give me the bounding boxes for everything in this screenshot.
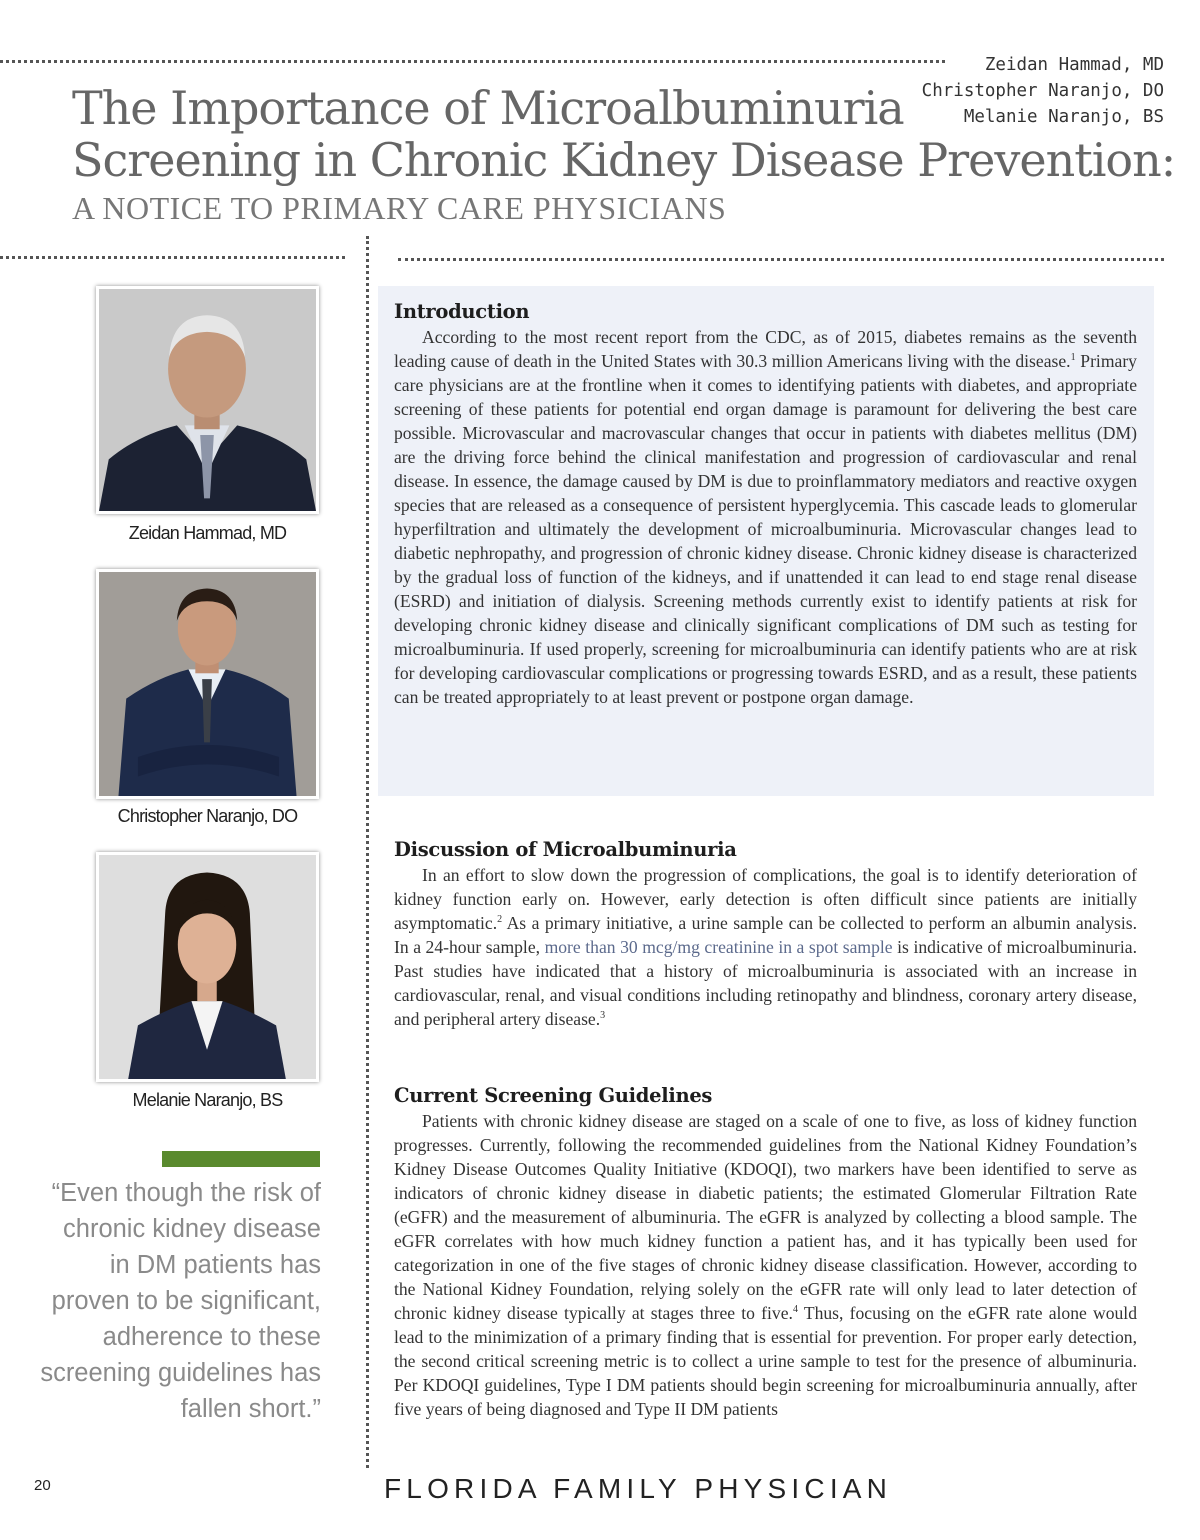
photo-caption: Zeidan Hammad, MD <box>128 523 287 543</box>
footnote-ref[interactable]: 1 <box>1070 352 1076 364</box>
author-photo-hammad <box>96 286 319 514</box>
section-body <box>394 1109 1137 1421</box>
page-number: 20 <box>34 1477 51 1494</box>
author-photo-c-naranjo <box>96 569 319 799</box>
body-text: According to the most recent report from the CDC, as of 2015, diabetes remains as the seventh leading cause of death in the United States with 30.3 million Americans living with the disease. <box>394 327 1137 371</box>
author-photo-icon <box>99 572 316 796</box>
footnote-ref[interactable]: 4 <box>792 1304 798 1316</box>
section-heading: Introduction <box>394 300 530 323</box>
section-heading: Current Screening Guidelines <box>394 1084 713 1107</box>
body-text: is indicative of microalbuminuria. Past studies have indicated that a history of microalbuminuria is associated with an increase in cardiovascular, renal, and visual conditions including retinopathy and blindness, coronary artery disease, and peripheral artery disease. <box>394 937 1137 1029</box>
photo-caption: Christopher Naranjo, DO <box>117 806 298 826</box>
body-text: As a primary initiative, a urine sample can be collected to perform an albumin analysis. In a 24-hour sample, <box>394 913 1137 957</box>
quote-accent-bar <box>162 1151 320 1167</box>
section-heading: Discussion of Microalbuminuria <box>394 838 737 861</box>
discussion-section <box>394 838 1137 1031</box>
article-subtitle: A NOTICE TO PRIMARY CARE PHYSICIANS <box>72 190 727 226</box>
author-photo-m-naranjo <box>96 852 319 1082</box>
right-dotted-rule <box>398 258 1164 261</box>
author-name: Melanie Naranjo, BS <box>963 107 1164 127</box>
photo-caption: Melanie Naranjo, BS <box>132 1090 283 1110</box>
column-divider <box>366 236 369 1468</box>
article-title <box>72 82 1182 186</box>
footnote-ref[interactable]: 3 <box>600 1010 606 1022</box>
body-text: In an effort to slow down the progression of complications, the goal is to identify deterioration of kidney function early on. However, early detection is often difficult since patients are initially asymptomatic. <box>394 865 1137 933</box>
highlighted-text: more than 30 mcg/mg creatinine in a spot sample <box>544 937 893 957</box>
title-line: Screening in Chronic Kidney Disease Prevention: <box>72 133 1176 187</box>
author-name: Christopher Naranjo, DO <box>921 81 1164 101</box>
top-dotted-rule <box>0 60 945 63</box>
footnote-ref[interactable]: 2 <box>497 914 503 926</box>
guidelines-section <box>394 1084 1137 1421</box>
author-photo-icon <box>99 289 316 511</box>
title-line: The Importance of Microalbuminuria <box>72 81 904 135</box>
author-photo-icon <box>99 855 316 1079</box>
pull-quote: “Even though the risk of chronic kidney disease in DM patients has proven to be significant, adherence to these screening guidelines has fallen short.” <box>40 1179 321 1423</box>
section-body <box>394 863 1137 1031</box>
body-text: Primary care physicians are at the frontline when it comes to identifying patients with diabetes, and appropriate screening of these patients for potential end organ damage is paramount for delivering the best care possible. Microvascular and macrovascular changes that occur in patients with diabetes mellitus (DM) are the driving force behind the clinical manifestation and progression of cardiovascular and renal disease. In essence, the damage caused by DM is due to proinflammatory mediators and reactive oxygen species that are released as a consequence of persistent hyperglycemia. This cascade leads to glomerular hyperfiltration and ultimately the development of microalbuminuria. Microvascular changes lead to diabetic nephropathy, and progression of chronic kidney disease. Chronic kidney disease is characterized by the gradual loss of function of the kidneys, and if unattended it can lead to end stage renal disease (ESRD) and initiation of dialysis. Screening methods currently exist to identify patients at risk for developing chronic kidney disease and clinically significant complications of DM such as testing for microalbuminuria. If used properly, screening for microalbuminuria can identify patients who are at risk for developing cardiovascular complications or progressing towards ESRD, and as a result, these patients can be treated appropriately to at least prevent or postpone organ damage. <box>394 351 1137 707</box>
section-body <box>394 325 1137 709</box>
publication-name: FLORIDA FAMILY PHYSICIAN <box>384 1473 893 1504</box>
left-dotted-rule <box>0 256 345 259</box>
body-text: Thus, focusing on the eGFR rate alone would lead to the minimization of a primary finding that is essential for prevention. For proper early detection, the second critical screening metric is to collect a urine sample to test for the presence of albuminuria. Per KDOQI guidelines, Type I DM patients should begin screening for microalbuminuria annually, after five years of being diagnosed and Type II DM patients <box>394 1303 1137 1419</box>
introduction-section <box>394 300 1137 709</box>
author-name: Zeidan Hammad, MD <box>984 55 1164 75</box>
body-text: Patients with chronic kidney disease are staged on a scale of one to five, as loss of kidney function progresses. Currently, following the recommended guidelines from the National Kidney Foundation’s Kidney Disease Outcomes Quality Initiative (KDOQI), two markers have been identified to serve as indicators of chronic kidney disease in diabetic patients; the estimated Glomerular Filtration Rate (eGFR) and the measurement of albuminuria. The eGFR is analyzed by collecting a blood sample. The eGFR correlates with how much kidney function a patient has, and it has typically been used for categorization in one of the five stages of chronic kidney disease classification. However, according to the National Kidney Foundation, relying solely on the eGFR rate will only lead to later detection of chronic kidney disease typically at stages three to five. <box>394 1111 1137 1323</box>
